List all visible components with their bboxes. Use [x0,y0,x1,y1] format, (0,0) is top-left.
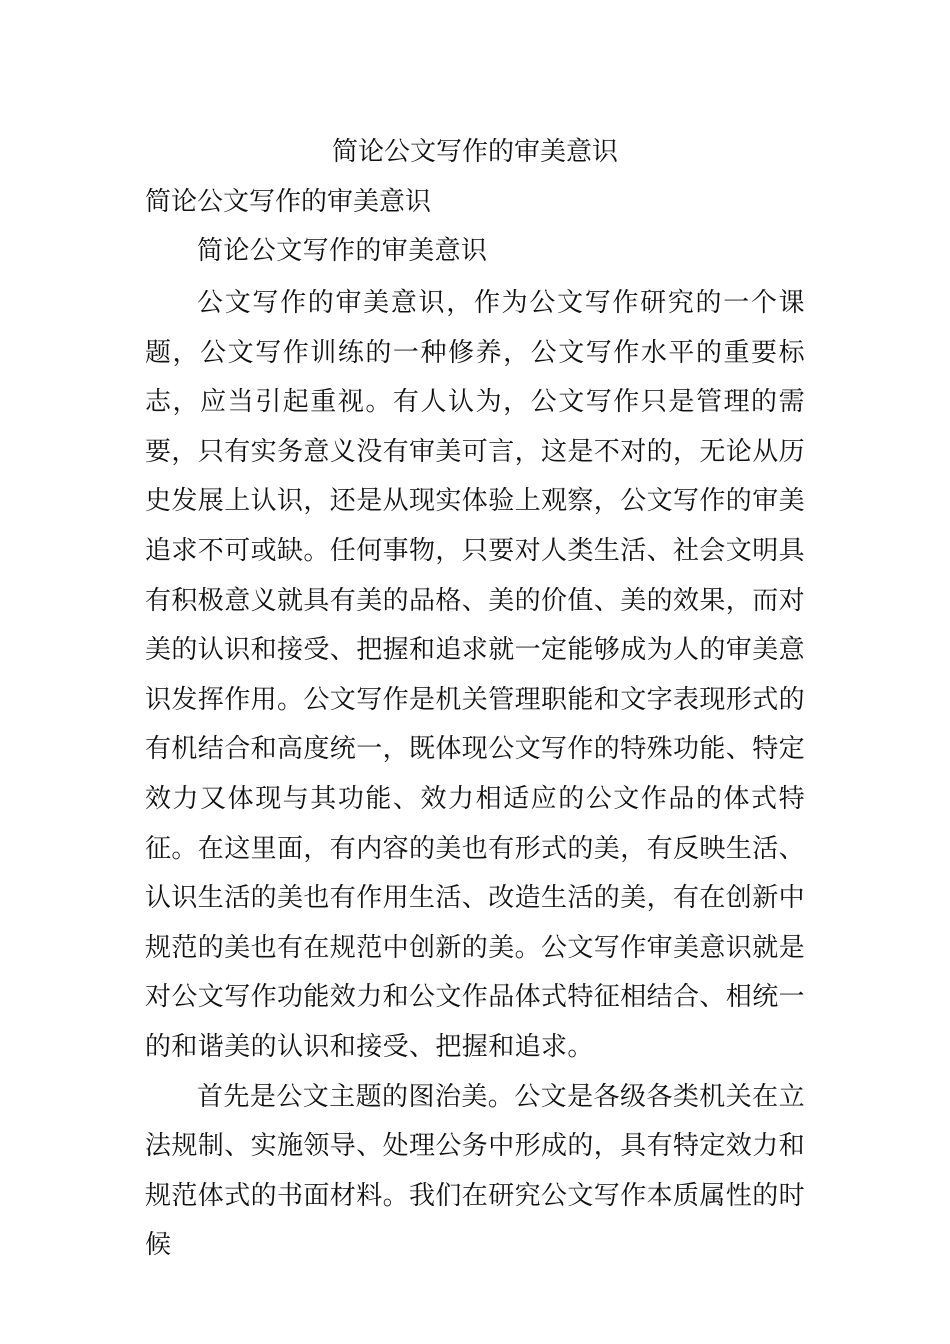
document-title: 简论公文写作的审美意识 [331,137,618,167]
document-body [145,229,805,1271]
body-paragraph-1: 公文写作的审美意识，作为公文写作研究的一个课题，公文写作训练的一种修养，公文写作水平的重要标志，应当引起重视。有人认为，公文写作只是管理的需要，只有实务意义没有审美可言，这是不对的，无论从历史发展上认识，还是从现实体验上观察，公文写作的审美追求不可或缺。任何事物，只要对人类生活、社会文明具有积极意义就具有美的品格、美的价值、美的效果，而对美的认识和接受、把握和追求就一定能够成为人的审美意识发挥作用。公文写作是机关管理职能和文字表现形式的有机结合和高度统一，既体现公文写作的特殊功能、特定效力又体现与其功能、效力相适应的公文作品的体式特征。在这里面，有内容的美也有形式的美，有反映生活、认识生活的美也有作用生活、改造生活的美，有在创新中规范的美也有在规范中创新的美。公文写作审美意识就是对公文写作功能效力和公文作品体式特征相结合、相统一的和谐美的认识和接受、把握和追求。 [145,288,806,1062]
section-heading: 简论公文写作的审美意识 [197,236,488,266]
body-paragraph-2: 首先是公文主题的图治美。公文是各级各类机关在立法规制、实施领导、处理公务中形成的，具有特定效力和规范体式的书面材料。我们在研究公文写作本质属性的时候 [145,1081,806,1261]
document-subtitle: 简论公文写作的审美意识 [145,187,432,217]
